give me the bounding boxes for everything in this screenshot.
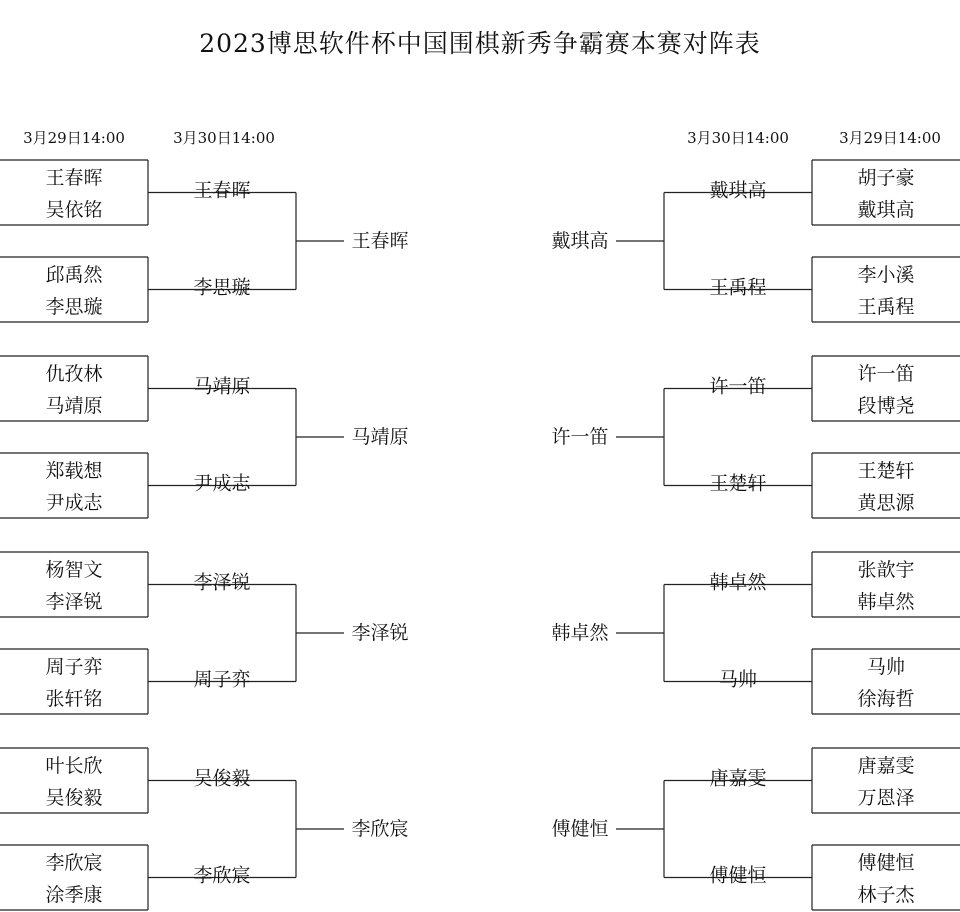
player-name: 吴依铭 — [45, 199, 103, 221]
player-name: 黄思源 — [857, 492, 915, 514]
date-left-round2: 3月30日14:00 — [173, 129, 275, 147]
player-name: 杨智文 — [45, 559, 103, 581]
player-name: 叶长欣 — [45, 755, 103, 777]
quarter-winner: 马靖原 — [351, 426, 409, 448]
quarter-winner: 李欣宸 — [351, 818, 409, 840]
round2-winner: 唐嘉雯 — [709, 767, 767, 790]
round2-winner: 许一笛 — [709, 375, 767, 398]
player-name: 李泽锐 — [45, 591, 103, 613]
player-name: 涂季康 — [45, 884, 103, 906]
player-name: 胡子豪 — [857, 167, 915, 189]
player-name: 李小溪 — [857, 264, 915, 286]
round2-winner: 王春晖 — [193, 179, 251, 202]
player-name: 马帅 — [866, 656, 906, 678]
quarter-winner: 戴琪高 — [551, 230, 609, 252]
player-name: 尹成志 — [45, 492, 103, 514]
round2-winner: 李欣宸 — [193, 864, 251, 887]
round2-winner: 戴琪高 — [709, 179, 767, 202]
page-title: 2023博思软件杯中国围棋新秀争霸赛本赛对阵表 — [199, 29, 761, 58]
quarter-winner: 李泽锐 — [351, 622, 409, 644]
date-left-round1: 3月29日14:00 — [23, 129, 125, 147]
player-name: 张轩铭 — [45, 688, 103, 710]
quarter-winner: 许一笛 — [551, 426, 609, 448]
player-name: 郑载想 — [45, 460, 103, 482]
player-name: 戴琪高 — [857, 199, 915, 221]
player-name: 张歆宇 — [857, 559, 915, 581]
quarter-winner: 王春晖 — [351, 230, 409, 252]
player-name: 徐海哲 — [857, 688, 915, 710]
player-name: 仇孜林 — [45, 363, 103, 385]
round2-winner: 傅健恒 — [709, 864, 767, 887]
player-name: 吴俊毅 — [45, 787, 103, 809]
player-name: 李思璇 — [45, 296, 103, 318]
round2-winner: 李泽锐 — [193, 571, 251, 594]
player-name: 万恩泽 — [857, 787, 915, 809]
round2-winner: 韩卓然 — [709, 571, 767, 594]
player-name: 王禹程 — [857, 296, 915, 318]
player-name: 韩卓然 — [857, 591, 915, 613]
player-name: 王春晖 — [45, 167, 103, 189]
player-name: 王楚轩 — [857, 460, 915, 482]
round2-winner: 李思璇 — [193, 276, 251, 299]
player-name: 李欣宸 — [45, 852, 103, 874]
date-right-round2: 3月30日14:00 — [687, 129, 789, 147]
round2-winner: 王楚轩 — [709, 472, 767, 495]
player-name: 许一笛 — [857, 363, 915, 385]
round2-winner: 吴俊毅 — [193, 767, 251, 790]
round2-winner: 周子弈 — [193, 668, 251, 691]
date-right-round1: 3月29日14:00 — [839, 129, 941, 147]
round2-winner: 马靖原 — [193, 375, 251, 398]
round2-winner: 马帅 — [718, 668, 758, 691]
round2-winner: 王禹程 — [709, 276, 767, 299]
player-name: 林子杰 — [857, 884, 915, 906]
player-name: 马靖原 — [45, 395, 103, 417]
round2-winner: 尹成志 — [193, 472, 251, 495]
player-name: 段博尧 — [857, 395, 915, 417]
quarter-winner: 韩卓然 — [551, 622, 609, 644]
player-name: 唐嘉雯 — [857, 755, 915, 777]
player-name: 邱禹然 — [45, 264, 103, 286]
player-name: 傅健恒 — [857, 852, 915, 874]
player-name: 周子弈 — [45, 656, 103, 678]
quarter-winner: 傅健恒 — [551, 818, 609, 840]
